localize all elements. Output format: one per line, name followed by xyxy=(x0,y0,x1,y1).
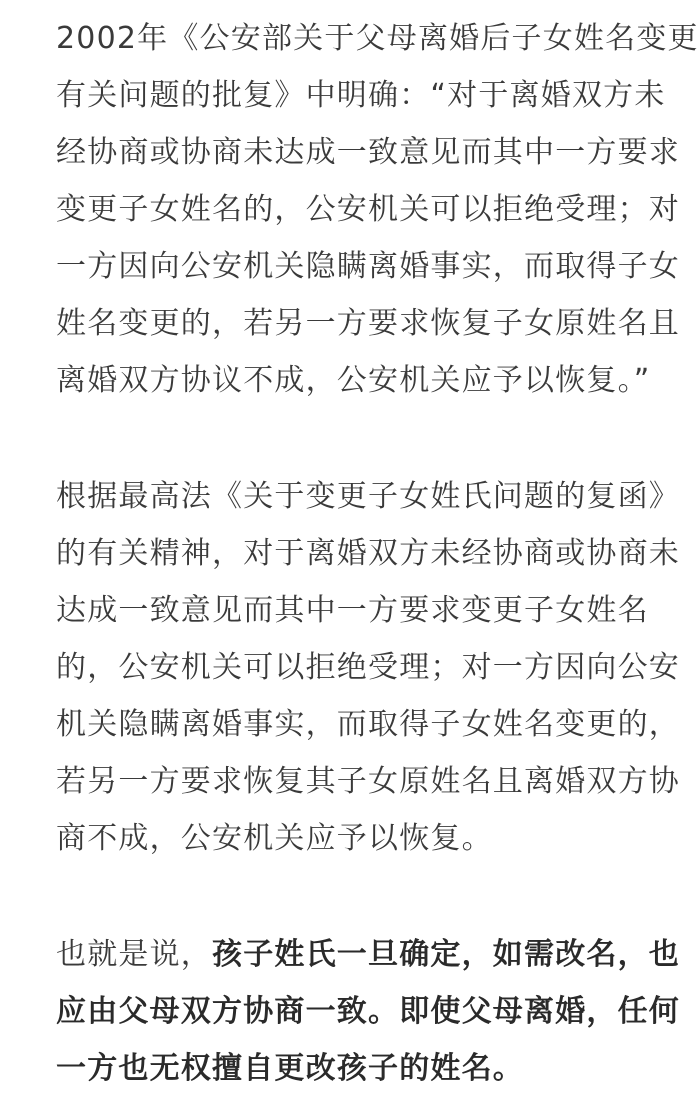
paragraph-ministry-reply xyxy=(56,10,700,409)
paragraph-line: 机关隐瞒离婚事实，而取得子女姓名变更的， xyxy=(56,707,680,742)
paragraph-supreme-court-letter xyxy=(56,468,700,867)
paragraph-line: 的有关精神，对于离婚双方未经协商或协商未 xyxy=(56,536,680,571)
paragraph-line: 2002年《公安部关于父母离婚后子女姓名变更 xyxy=(56,21,699,56)
paragraph-line: 姓名变更的，若另一方要求恢复子女原姓名且 xyxy=(56,306,680,341)
paragraph-line xyxy=(56,926,700,983)
conclusion-emphasis-line: 一方也无权擅自更改孩子的姓名。 xyxy=(56,1051,524,1086)
paragraph-line: 若另一方要求恢复其子女原姓名且离婚双方协 xyxy=(56,764,680,799)
paragraph-line: 离婚双方协议不成，公安机关应予以恢复。” xyxy=(56,363,651,398)
conclusion-lead-text: 也就是说， xyxy=(56,937,212,972)
paragraph-line: 一方因向公安机关隐瞒离婚事实，而取得子女 xyxy=(56,249,680,284)
paragraph-conclusion xyxy=(56,926,700,1097)
paragraph-line: 的，公安机关可以拒绝受理；对一方因向公安 xyxy=(56,650,680,685)
paragraph-line: 经协商或协商未达成一致意见而其中一方要求 xyxy=(56,135,680,170)
conclusion-emphasis-text: 孩子姓氏一旦确定，如需改名，也 xyxy=(212,937,680,972)
paragraph-line: 商不成，公安机关应予以恢复。 xyxy=(56,821,493,856)
paragraph-line: 有关问题的批复》中明确：“对于离婚双方未 xyxy=(56,78,666,113)
paragraph-line: 根据最高法《关于变更子女姓氏问题的复函》 xyxy=(56,479,680,514)
conclusion-emphasis-line: 应由父母双方协商一致。即使父母离婚，任何 xyxy=(56,994,680,1029)
paragraph-line: 变更子女姓名的，公安机关可以拒绝受理；对 xyxy=(56,192,680,227)
paragraph-line: 达成一致意见而其中一方要求变更子女姓名 xyxy=(56,593,649,628)
